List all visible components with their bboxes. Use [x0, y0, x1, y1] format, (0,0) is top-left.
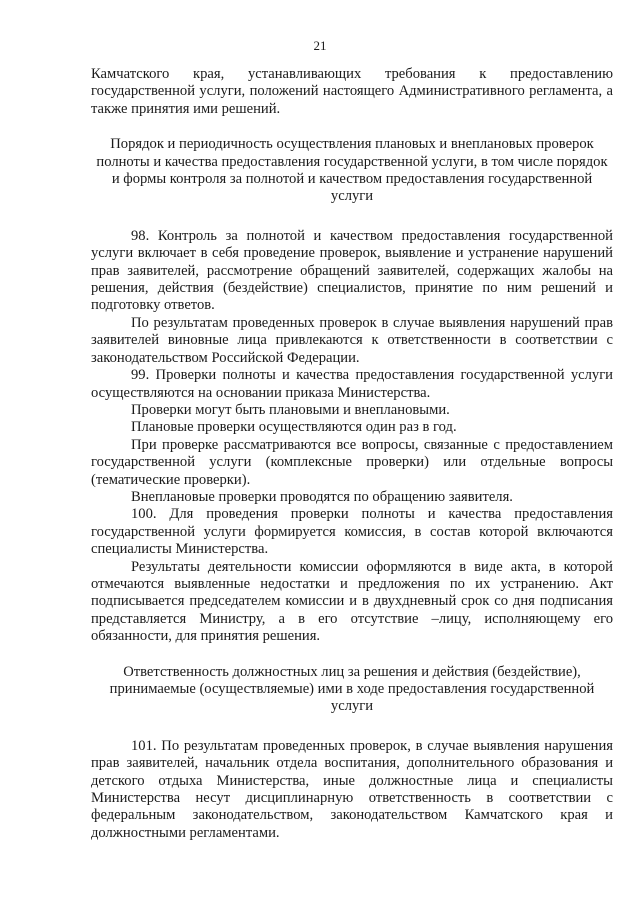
paragraph-99-planned: Плановые проверки осуществляются один раз в год.: [131, 419, 457, 436]
paragraph-98: 98. Контроль за полнотой и качеством предоставления государственной услуги включает в себя проведение проверок, выявление и устранение нарушений прав заявителей, рассмотрение обращений заявителей, содержащих жалобы на решения, действия (бездействие) специалистов, принятие по ним решений и подготовку ответов.: [91, 227, 613, 314]
paragraph-intro: Камчатского края, устанавливающих требования к предоставлению государственной услуги, положений настоящего Административного регламента, а также принятия ими решений.: [91, 66, 613, 117]
section-heading-control: Порядок и периодичность осуществления плановых и внеплановых проверок полноты и качества предоставления государственной услуги, в том числе порядок и формы контроля за полнотой и качеством предоставления государственной услуги: [96, 136, 608, 205]
paragraph-99-types: Проверки могут быть плановыми и внеплановыми.: [131, 401, 450, 418]
paragraph-99-unplanned: Внеплановые проверки проводятся по обращению заявителя.: [131, 488, 513, 505]
paragraph-100-act: Результаты деятельности комиссии оформляются в виде акта, в которой отмечаются выявленные недостатки и предложения по их устранению. Акт подписывается председателем комиссии и в двухдневный срок со дня подписания представляется Министру, а в его отсутствие –лицу, исполняющему его обязанности, для принятия решения.: [91, 558, 613, 645]
document-body: [91, 66, 613, 842]
section-heading-responsibility: Ответственность должностных лиц за решения и действия (бездействие), принимаемые (осуществляемые) ими в ходе предоставления государственной услуги: [109, 663, 595, 715]
paragraph-101: 101. По результатам проведенных проверок, в случае выявления нарушения прав заявителей, начальник отдела воспитания, дополнительного образования и детского отдыха Министерства, иные должностные лица и специалисты Министерства несут дисциплинарную ответственность в соответствии с федеральным законодательством, законодательством Камчатского края и должностными регламентами.: [91, 737, 613, 841]
paragraph-99-scope: При проверке рассматриваются все вопросы, связанные с предоставлением государственной услуги (комплексные проверки) или отдельные вопросы (тематические проверки).: [91, 436, 613, 488]
paragraph-100: 100. Для проведения проверки полноты и качества предоставления государственной услуги формируется комиссия, в состав которой включаются специалисты Министерства.: [91, 506, 613, 558]
paragraph-99: 99. Проверки полноты и качества предоставления государственной услуги осуществляются на основании приказа Министерства.: [91, 367, 613, 401]
page-number: 21: [313, 38, 327, 53]
paragraph-98-results: По результатам проведенных проверок в случае выявления нарушений прав заявителей виновные лица привлекаются к ответственности в соответствии с законодательством Российской Федерации.: [91, 314, 613, 366]
